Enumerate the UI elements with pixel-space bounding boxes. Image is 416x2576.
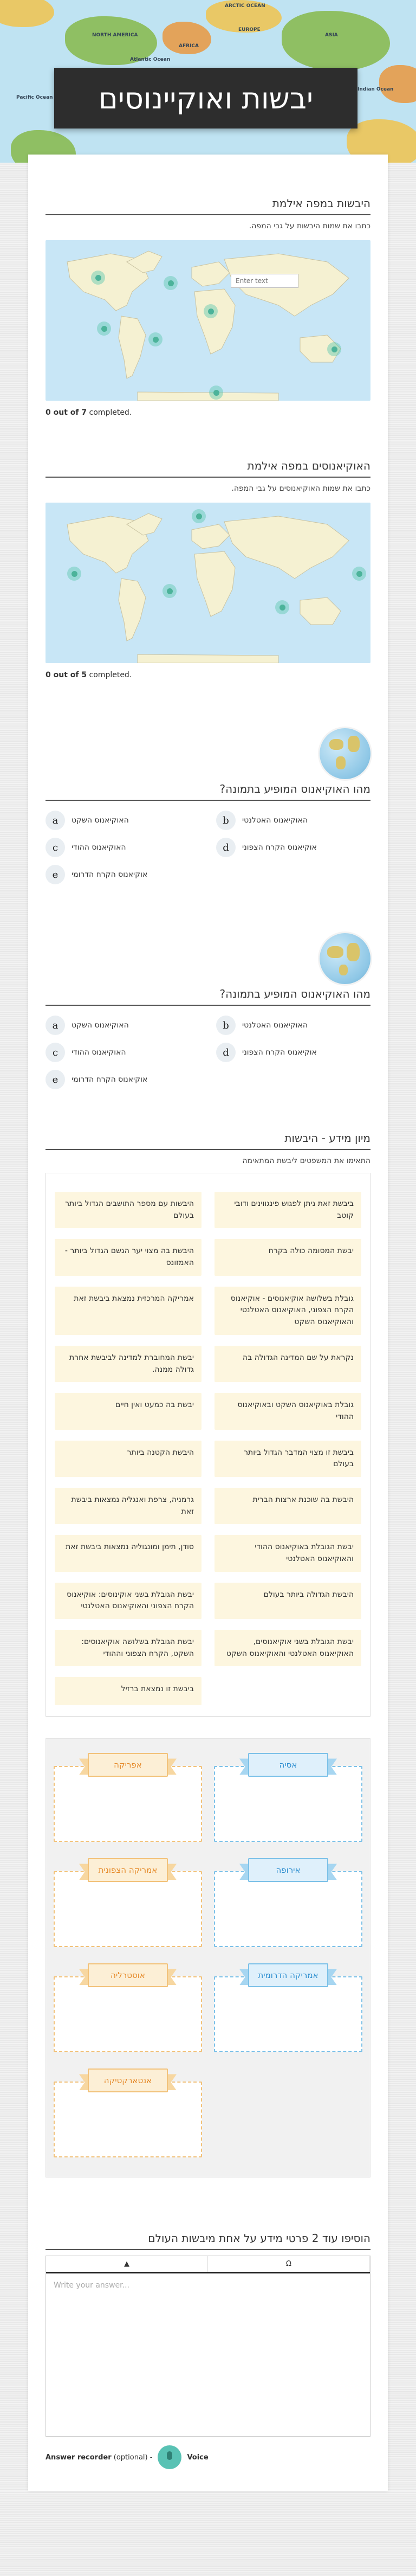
- fact-card[interactable]: היבשת בה מצוי יער הגשם הגדול ביותר - האמזונס: [55, 1239, 202, 1275]
- category-ribbon: [239, 1858, 337, 1882]
- globe-image: [320, 728, 370, 779]
- option-letter: b: [216, 1016, 236, 1035]
- section-heading: היבשות במפה אילמת: [46, 187, 370, 215]
- answer-options: [46, 1016, 370, 1089]
- hotspot-marker[interactable]: [204, 304, 218, 318]
- voice-label: Voice: [187, 2453, 209, 2462]
- banner-label: Pacific Ocean: [16, 95, 53, 100]
- category-ribbon: [239, 1753, 337, 1777]
- drop-box[interactable]: [54, 2082, 202, 2157]
- drop-zone[interactable]: [214, 1963, 362, 2052]
- drop-zone[interactable]: [54, 1963, 202, 2052]
- option-text: אוקיאנוס הקרח הדרומי: [72, 1075, 148, 1084]
- option-text: האוקיאנוס השקט: [72, 816, 129, 825]
- fact-card[interactable]: ביבשת זאת ניתן לפגוש פינגווינים ודובי קוטב: [214, 1192, 361, 1228]
- globe-image: [320, 933, 370, 984]
- option-letter: c: [46, 1043, 65, 1062]
- option-a[interactable]: [46, 1016, 200, 1035]
- map-label-input[interactable]: [231, 274, 298, 288]
- hotspot-marker[interactable]: [97, 322, 111, 336]
- oceans-section: [46, 417, 370, 679]
- progress-count: 0 out of 5: [46, 671, 87, 679]
- option-c[interactable]: [46, 1043, 200, 1062]
- drop-zones: [54, 1753, 362, 2157]
- option-letter: e: [46, 865, 65, 884]
- option-text: האוקיאנוס ההודי: [72, 1048, 126, 1057]
- category-label: אפריקה: [114, 1760, 142, 1770]
- option-d[interactable]: [216, 1043, 370, 1062]
- option-text: האוקיאנוס השקט: [72, 1021, 129, 1030]
- world-map-graphic: [46, 503, 370, 663]
- category-ribbon: [239, 1963, 337, 1987]
- category-label: אמריקה הדרומית: [258, 1970, 318, 1981]
- drop-zone[interactable]: [214, 1753, 362, 1842]
- category-label: אנטארקטיקה: [103, 2076, 152, 2086]
- facts-section: [46, 1089, 370, 1717]
- section-heading: מיון מידע - היבשות: [46, 1122, 370, 1150]
- hotspot-marker[interactable]: [327, 342, 341, 356]
- option-text: אוקיאנוס הקרח הצפוני: [242, 843, 317, 852]
- hotspot-marker[interactable]: [91, 271, 105, 285]
- essay-editor: [46, 2256, 370, 2437]
- option-letter: d: [216, 1043, 236, 1062]
- answer-recorder: [46, 2445, 370, 2469]
- oceans-blank-map: [46, 503, 370, 663]
- option-e[interactable]: [46, 1070, 200, 1089]
- fact-card[interactable]: היבשות עם מספר התושבים הגדול ביותר בעולם: [55, 1192, 202, 1228]
- hotspot-marker[interactable]: [67, 567, 81, 581]
- fact-card[interactable]: סודן, תימן ומונגוליה נמצאות ביבשת זאת: [55, 1535, 202, 1571]
- fact-card[interactable]: יבשת בה כמעט ואין חיים: [55, 1393, 202, 1429]
- option-letter: e: [46, 1070, 65, 1089]
- fact-card[interactable]: יבשת הגובלת באוקיאנוס ההודי והאוקיאנוס האטלנטי: [214, 1535, 361, 1571]
- continents-section: [46, 155, 370, 417]
- answer-options: [46, 811, 370, 884]
- fact-card[interactable]: גרמניה, צרפת ואנגליה נמצאות ביבשת זאת: [55, 1488, 202, 1524]
- progress-suffix: completed.: [87, 408, 132, 417]
- banner-label: EUROPE: [238, 27, 261, 33]
- format-button[interactable]: ▲: [46, 2256, 208, 2272]
- banner-label: Indian Ocean: [358, 87, 394, 92]
- fact-cards: [51, 1192, 365, 1705]
- option-b[interactable]: [216, 1016, 370, 1035]
- question-text: מהו האוקיאנוס המופיע בתמונה?: [46, 987, 370, 1006]
- header-banner: [0, 0, 416, 163]
- fact-cards-container: [46, 1173, 370, 1717]
- option-text: האוקיאנוס ההודי: [72, 843, 126, 852]
- category-label: אסיה: [279, 1760, 297, 1770]
- category-ribbon: [79, 1753, 177, 1777]
- hotspot-marker[interactable]: [162, 584, 177, 598]
- special-char-button[interactable]: Ω: [208, 2256, 370, 2272]
- drop-zone[interactable]: [54, 2068, 202, 2157]
- drop-box[interactable]: [214, 1766, 362, 1842]
- fact-card[interactable]: יבשת הגובלת בשלושה אוקיאנוסים: השקט, הקרח הצפוני וההודי: [55, 1630, 202, 1666]
- option-d[interactable]: [216, 838, 370, 857]
- option-text: האוקיאנוס האטלנטי: [242, 1021, 308, 1030]
- option-text: אוקיאנוס הקרח הצפוני: [242, 1048, 317, 1057]
- drop-box[interactable]: [54, 1976, 202, 2052]
- fact-card[interactable]: נקראת על שם המדינה הגדולה בה: [214, 1346, 361, 1382]
- fact-card[interactable]: יבשת הגובלת בשני אוקינוסים: אוקיאנוס הקרח הצפוני והאוקיאנוס האטלנטי: [55, 1583, 202, 1619]
- option-letter: a: [46, 811, 65, 830]
- category-label: אירופה: [276, 1865, 301, 1875]
- ocean-question-1: [46, 728, 370, 884]
- banner-label: Atlantic Ocean: [130, 57, 171, 62]
- progress-text: [46, 671, 370, 679]
- banner-label: NORTH AMERICA: [92, 33, 138, 38]
- fact-card[interactable]: ביבשת זו מצוי המדבר הגדול ביותר בעולם: [214, 1441, 361, 1477]
- category-ribbon: [79, 1858, 177, 1882]
- continents-blank-map: [46, 240, 370, 401]
- category-label: אוסטרליה: [110, 1970, 145, 1981]
- hotspot-marker[interactable]: [148, 332, 162, 346]
- drop-box[interactable]: [54, 1871, 202, 1947]
- banner-label: AFRICA: [179, 43, 199, 49]
- fact-card[interactable]: היבשת הגדולה ביותר בעולם: [214, 1583, 361, 1619]
- page-title: יבשות ואוקיינוסים: [54, 68, 358, 129]
- drop-zone[interactable]: [54, 1858, 202, 1947]
- progress-suffix: completed.: [87, 671, 132, 679]
- fact-card[interactable]: יבשת המחוברת למדינה לביבשת אחרת גדולה ממנה.: [55, 1346, 202, 1382]
- hotspot-marker[interactable]: [275, 600, 289, 614]
- category-ribbon: [79, 1963, 177, 1987]
- fact-card[interactable]: היבשת בה שוכנת ארצות הברית: [214, 1488, 361, 1524]
- category-label: אמריקה הצפונית: [98, 1865, 158, 1875]
- essay-heading: הוסיפו עוד 2 פרטי מידע על אחת מיבשות העולם: [46, 2232, 370, 2250]
- section-instructions: כתבו את שמות האוקיאנוסים על גבי המפה.: [231, 484, 370, 493]
- question-text: מהו האוקיאנוס המופיע בתמונה?: [46, 782, 370, 801]
- hotspot-marker[interactable]: [164, 276, 178, 290]
- option-text: אוקיאנוס הקרח הדרומי: [72, 870, 148, 879]
- editor-toolbar: [46, 2256, 370, 2273]
- fact-card[interactable]: גובלת באוקיאנוס השקט ובאוקיאנוס ההודי: [214, 1393, 361, 1429]
- hotspot-marker[interactable]: [352, 567, 366, 581]
- drop-zone[interactable]: [214, 1858, 362, 1947]
- category-ribbon: [79, 2068, 177, 2092]
- fact-card[interactable]: אמריקה המרכזית נמצאת ביבשת זאת: [55, 1287, 202, 1335]
- drop-zone[interactable]: [54, 1753, 202, 1842]
- hotspot-marker[interactable]: [192, 509, 206, 523]
- hotspot-marker[interactable]: [209, 386, 223, 400]
- option-c[interactable]: [46, 838, 200, 857]
- progress-text: [46, 408, 370, 417]
- recorder-label: Answer recorder (optional) -: [46, 2453, 153, 2462]
- drop-box[interactable]: [214, 1871, 362, 1947]
- option-e[interactable]: [46, 865, 200, 884]
- option-letter: d: [216, 838, 236, 857]
- option-letter: a: [46, 1016, 65, 1035]
- answer-textarea[interactable]: Write your answer...: [54, 2281, 129, 2290]
- banner-label: ASIA: [325, 33, 338, 38]
- fact-card[interactable]: גובלת בשלושה אוקיאנוסים - אוקיאנוס הקרח הצפוני, האוקיאנוס האטלנטי והאוקיאנוס השקט: [214, 1287, 361, 1335]
- progress-count: 0 out of 7: [46, 408, 87, 417]
- drop-box[interactable]: [214, 1976, 362, 2052]
- fact-card[interactable]: היבשת הקטנה ביותר: [55, 1441, 202, 1477]
- section-heading: האוקיאנוסים במפה אילמת: [46, 449, 370, 478]
- world-map-graphic: [46, 240, 370, 401]
- banner-label: ARCTIC OCEAN: [225, 3, 265, 9]
- worksheet-card: [28, 155, 388, 2491]
- option-a[interactable]: [46, 811, 200, 830]
- section-instructions: כתבו את שמות היבשות על גבי המפה.: [249, 222, 370, 230]
- category-drop-area: [46, 1738, 370, 2177]
- ocean-question-2: [46, 933, 370, 1089]
- section-instructions: התאימו את המשפטים ליבשת המתאימה: [242, 1157, 370, 1165]
- drop-box[interactable]: [54, 1766, 202, 1842]
- fact-card[interactable]: יבשת הגובלת בשני אוקיאנוסים, האוקיאנוס האטלנטי והאוקיאנוס השקט: [214, 1630, 361, 1666]
- fact-card[interactable]: יבשת המסומה כולה בקרח: [214, 1239, 361, 1275]
- option-letter: b: [216, 811, 236, 830]
- option-letter: c: [46, 838, 65, 857]
- microphone-icon[interactable]: [158, 2445, 181, 2469]
- option-b[interactable]: [216, 811, 370, 830]
- option-text: האוקיאנוס האטלנטי: [242, 816, 308, 825]
- fact-card[interactable]: ביבשת זו נמצאת ברזיל: [55, 1677, 202, 1705]
